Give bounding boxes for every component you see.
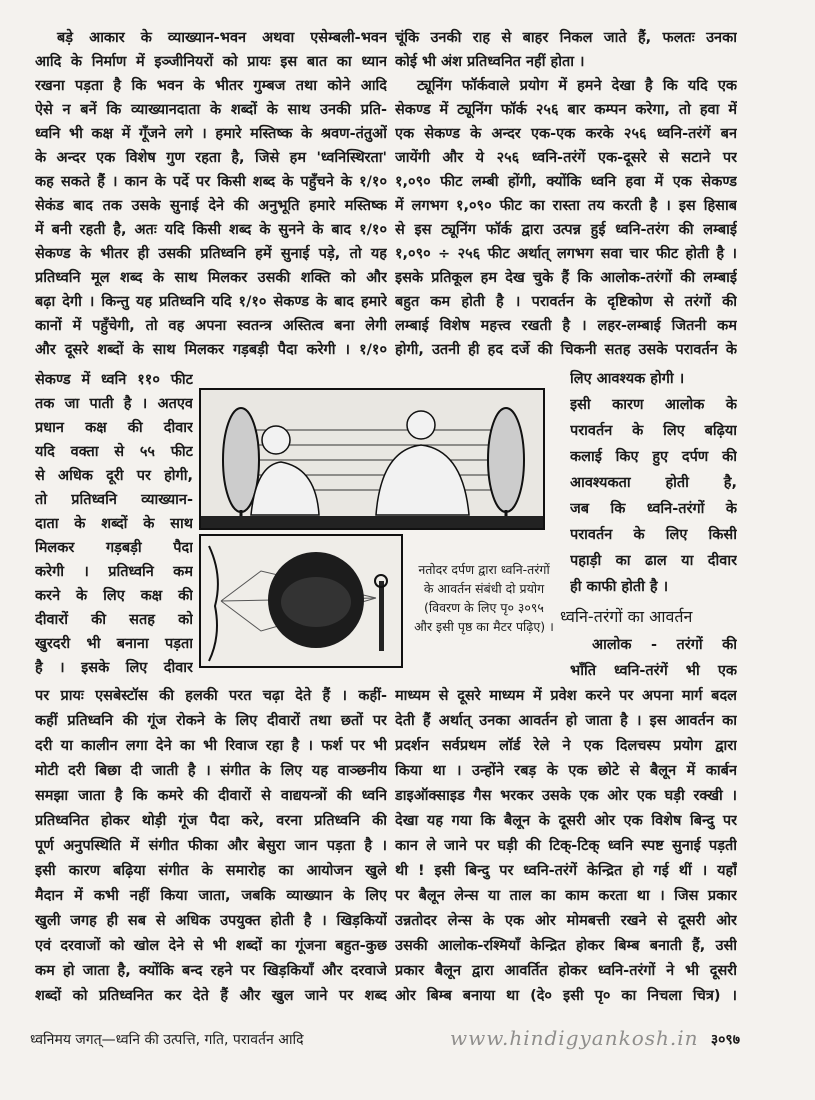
text-line: होगी, उतनी ही हद दर्जे की चिकनी सतह उसके परावर्तन के: [395, 342, 737, 358]
text-line: परावर्तन के लिए बढ़िया: [570, 423, 737, 439]
text-line: आलोक - तरंगों की: [592, 637, 737, 653]
text-line: कानों में पहुँचेगी, तो वह अपना स्वतन्त्र अस्तित्व बना लेगी: [35, 318, 387, 334]
text-line: थी ! इसी बिन्दु पर ध्वनि-तरंगें केन्द्रित हो गई थीं । यहाँ: [395, 863, 737, 879]
text-line: दरी या कालीन लगा देने का भी रिवाज रहा है । फर्श पर भी: [35, 738, 387, 754]
text-line: जायेंगी और ये २५६ ध्वनि-तरंगें एक-दूसरे से सटाने पर: [395, 150, 737, 166]
text-line: पूर्ण अनुपस्थिति में संगीत फीका और बेसुरा जान पड़ता है ।: [35, 838, 387, 854]
text-line: शब्दों को प्रतिध्वनित कर देते हैं और खुल जाने पर शब्द: [35, 988, 387, 1004]
text-line: सेकण्ड के भीतर ही उसकी प्रतिध्वनि हमें सुनाई पड़े, तो यह: [35, 246, 387, 262]
text-line: कह सकते हैं । कान के पर्दे पर किसी शब्द के पहुँचने के १/१०: [35, 174, 387, 190]
text-line: लम्बाई विशेष महत्त्व रखती है । लहर-लम्बाई जितनी कम: [395, 318, 737, 334]
text-line: ध्वनि भी कक्ष में गूँजने लगे । हमारे मस्तिष्क के श्रवण-तंतुओं: [35, 126, 387, 142]
right-column-top: [395, 26, 737, 362]
text-line: इसी कारण आलोक के: [570, 397, 737, 413]
text-line: सेकंड बाद तक उसके सुनाई देने की अनुभूति हमारे मस्तिष्क: [35, 198, 387, 214]
text-line: कहीं प्रतिध्वनि की गूंज रोकने के लिए दीवारों तथा छतों पर: [35, 713, 387, 729]
text-line: उसकी आलोक-रश्मियाँ केन्द्रित होकर बिम्ब बनाती हैं, उसी: [395, 938, 737, 954]
text-line: और दूसरे शब्दों के साथ मिलकर गड़बड़ी पैदा करेगी । १/१०: [35, 342, 387, 358]
watermark: www.hindigyankosh.in: [450, 1026, 699, 1050]
text-line: बहुत कम होती है । परावर्तन के दृष्टिकोण से तरंगों की: [395, 294, 737, 310]
text-line: मैदान में कभी नहीं किया जाता, जबकि व्याख्यान के लिए: [35, 888, 387, 904]
text-line: कान ले जाने पर घड़ी की टिक्-टिक् ध्वनि स्पष्ट सुनाई पड़ती: [395, 838, 737, 854]
text-line: परावर्तन के लिए किसी: [570, 527, 737, 543]
text-line: एक सेकण्ड के अन्दर एक-एक करके २५६ ध्वनि-तरंगें बन: [395, 126, 737, 142]
text-line: डाइऑक्साइड गैस भरकर उसके एक ओर एक घड़ी रक्खी ।: [395, 788, 737, 804]
text-line: यदि वक्ता से ५५ फीट: [35, 444, 193, 460]
reflector-right-icon: [488, 408, 524, 512]
text-line: ऐसे न बनें कि व्याख्यानदाता के शब्दों के साथ उनकी प्रति-: [35, 102, 387, 118]
text-line: सेकण्ड में ध्वनि ११० फीट: [35, 372, 193, 388]
section-heading: ध्वनि-तरंगों का आवर्तन: [560, 607, 693, 626]
text-line: से अधिक दूरी पर होगी,: [35, 468, 193, 484]
text-line: १,०९० फीट लम्बी होंगी, क्योंकि ध्वनि हवा में एक सेकण्ड: [395, 174, 737, 190]
text-line: खुली जगह ही सब से अधिक उपयुक्त होती है । खिड़कियों: [35, 913, 387, 929]
text-line: मिलकर गड़बड़ी पैदा: [35, 540, 193, 556]
text-line: तो प्रतिध्वनि व्याख्यान-: [35, 492, 193, 508]
text-line: प्रदर्शन सर्वप्रथम लॉर्ड रेले ने एक दिलचस्प प्रयोग द्वारा: [395, 738, 737, 754]
figure-balloon-lens: [199, 534, 403, 668]
text-line: प्रधान कक्ष की दीवार: [35, 420, 193, 436]
text-line: चूंकि उनकी राह से बाहर निकल जाते हैं, फलतः उनका: [395, 30, 737, 46]
text-line: है । इसके लिए दीवार: [35, 660, 193, 676]
text-line: में लगभग १,०९० फीट का रास्ता तय करती है । इस हिसाब: [395, 198, 737, 214]
text-line: रखना पड़ता है कि भवन के भीतर गुम्बज तथा कोने आदि: [35, 78, 387, 94]
text-line: इसी कारण बढ़िया संगीत के समारोह का आयोजन खुले: [35, 863, 387, 879]
text-line: सेकण्ड में ट्यूनिंग फॉर्क २५६ बार कम्पन करेगा, तो हवा में: [395, 102, 737, 118]
text-line: इसके प्रतिकूल हम देख चुके हैं कि आलोक-तरंगों की लम्बाई: [395, 270, 737, 286]
figure-tuning-reflectors: [199, 388, 545, 530]
text-line: खुरदरी भी बनाना पड़ता: [35, 636, 193, 652]
text-line: में बनी रहती है, अतः यदि किसी शब्द के सुनने के बाद १/१०: [35, 222, 387, 238]
left-column-bottom: [35, 684, 387, 1009]
text-line: १,०९० ÷ २५६ फीट अर्थात् लगभग सवा चार फीट होती है ।: [395, 246, 737, 262]
page-footer: [30, 1026, 740, 1056]
text-line: करने के लिए कक्ष की: [35, 588, 193, 604]
text-line: प्रतिध्वनित होकर थोड़ी गूंज पैदा करे, वरना प्रतिध्वनि की: [35, 813, 387, 829]
text-line: पर प्रायः एसबेस्टॉस की हलकी परत चढ़ा देते हैं । कहीं-: [35, 688, 387, 704]
text-line: देखा यह गया कि बैलून के दूसरी ओर एक विशेष बिन्दु पर: [395, 813, 737, 829]
text-line: प्रतिध्वनि मूल शब्द के साथ मिलकर उसकी शक्ति को और: [35, 270, 387, 286]
text-line: बड़े आकार के व्याख्यान-भवन अथवा एसेम्बली-भवन: [57, 30, 387, 46]
text-line: तक जा पाती है । अतएव: [35, 396, 193, 412]
text-line: उन्नतोदर लेन्स के एक ओर मोमबत्ती रखने से दूसरी ओर: [395, 913, 737, 929]
text-line: लिए आवश्यक होगी ।: [570, 371, 685, 387]
text-line: माध्यम से दूसरे माध्यम में प्रवेश करने पर अपना मार्ग बदल: [395, 688, 737, 704]
right-column-bottom: [395, 684, 737, 1009]
text-line: आवश्यकता होती है,: [570, 475, 737, 491]
text-line: ट्यूनिंग फॉर्कवाले प्रयोग में हमने देखा है कि यदि एक: [417, 78, 737, 94]
right-column-narrow: [570, 366, 737, 600]
right-column-section-narrow: [570, 632, 737, 684]
text-line: के अन्दर एक विशेष गुण रहता है, जिसे हम 'ध्वनिस्थिरता': [35, 150, 387, 166]
text-line: भाँति ध्वनि-तरंगें भी एक: [570, 663, 737, 679]
text-line: से इस ट्यूनिंग फॉर्क द्वारा उत्पन्न हुई ध्वनि-तरंग की लम्बाई: [395, 222, 737, 238]
text-line: कोई भी अंश प्रतिध्वनित नहीं होता ।: [395, 54, 585, 70]
text-line: ही काफी होती है ।: [570, 579, 669, 595]
text-line: ओर बिम्ब बनाया था (दे० इसी पृ० का निचला चित्र) ।: [395, 988, 737, 1004]
text-line: देती हैं अर्थात् उनका आवर्तन हो जाता है । इस आवर्तन का: [395, 713, 737, 729]
text-line: एवं दरवाजों को खोल देने से भी शब्दों का गूंजना बहुत-कुछ: [35, 938, 387, 954]
text-line: प्रकार बैलून द्वारा आवर्तित होकर ध्वनि-तरंगों ने भी दूसरी: [395, 963, 737, 979]
text-line: पहाड़ी का ढाल या दीवार: [570, 553, 737, 569]
text-line: कम हो जाता है, क्योंकि बन्द रहने पर खिड़कियाँ और दरवाजे: [35, 963, 387, 979]
text-line: आदि के निर्माण में इञ्जीनियरों को प्रायः इस बात का ध्यान: [35, 54, 387, 70]
running-title: ध्वनिमय जगत्—ध्वनि की उत्पत्ति, गति, परावर्तन आदि: [30, 1032, 304, 1048]
left-column-narrow: [35, 368, 193, 680]
text-line: बढ़ा देगी । किन्तु यह प्रतिध्वनि यदि १/१० सेकण्ड के बाद हमारे: [35, 294, 387, 310]
left-column-top: [35, 26, 387, 362]
text-line: करेगी । प्रतिध्वनि कम: [35, 564, 193, 580]
text-line: मोटी दरी बिछा दी जाती है । संगीत के लिए यह वाञ्छनीय: [35, 763, 387, 779]
text-line: दाता के शब्दों के साथ: [35, 516, 193, 532]
text-line: पर बैलून लेन्स या ताल का काम करता था । जिस प्रकार: [395, 888, 737, 904]
text-line: किया था । उन्होंने रबड़ के एक छोटे से बैलून में कार्बन: [395, 763, 737, 779]
text-line: जब कि ध्वनि-तरंगों के: [570, 501, 737, 517]
figure-caption: नतोदर दर्पण द्वारा ध्वनि-तरंगों के आवर्तन संबंधी दो प्रयोग (विवरण के लिए पृ० ३०९५ और इसी पृष्ठ का मैटर पढ़िए) ।: [414, 562, 554, 634]
text-line: कलाई किए हुए दर्पण की: [570, 449, 737, 465]
page-number: ३०९७: [710, 1032, 740, 1048]
text-line: दीवारों की सतह को: [35, 612, 193, 628]
text-line: समझा जाता है कि कमरे की दीवारों से वाद्ययन्त्रों की ध्वनि: [35, 788, 387, 804]
